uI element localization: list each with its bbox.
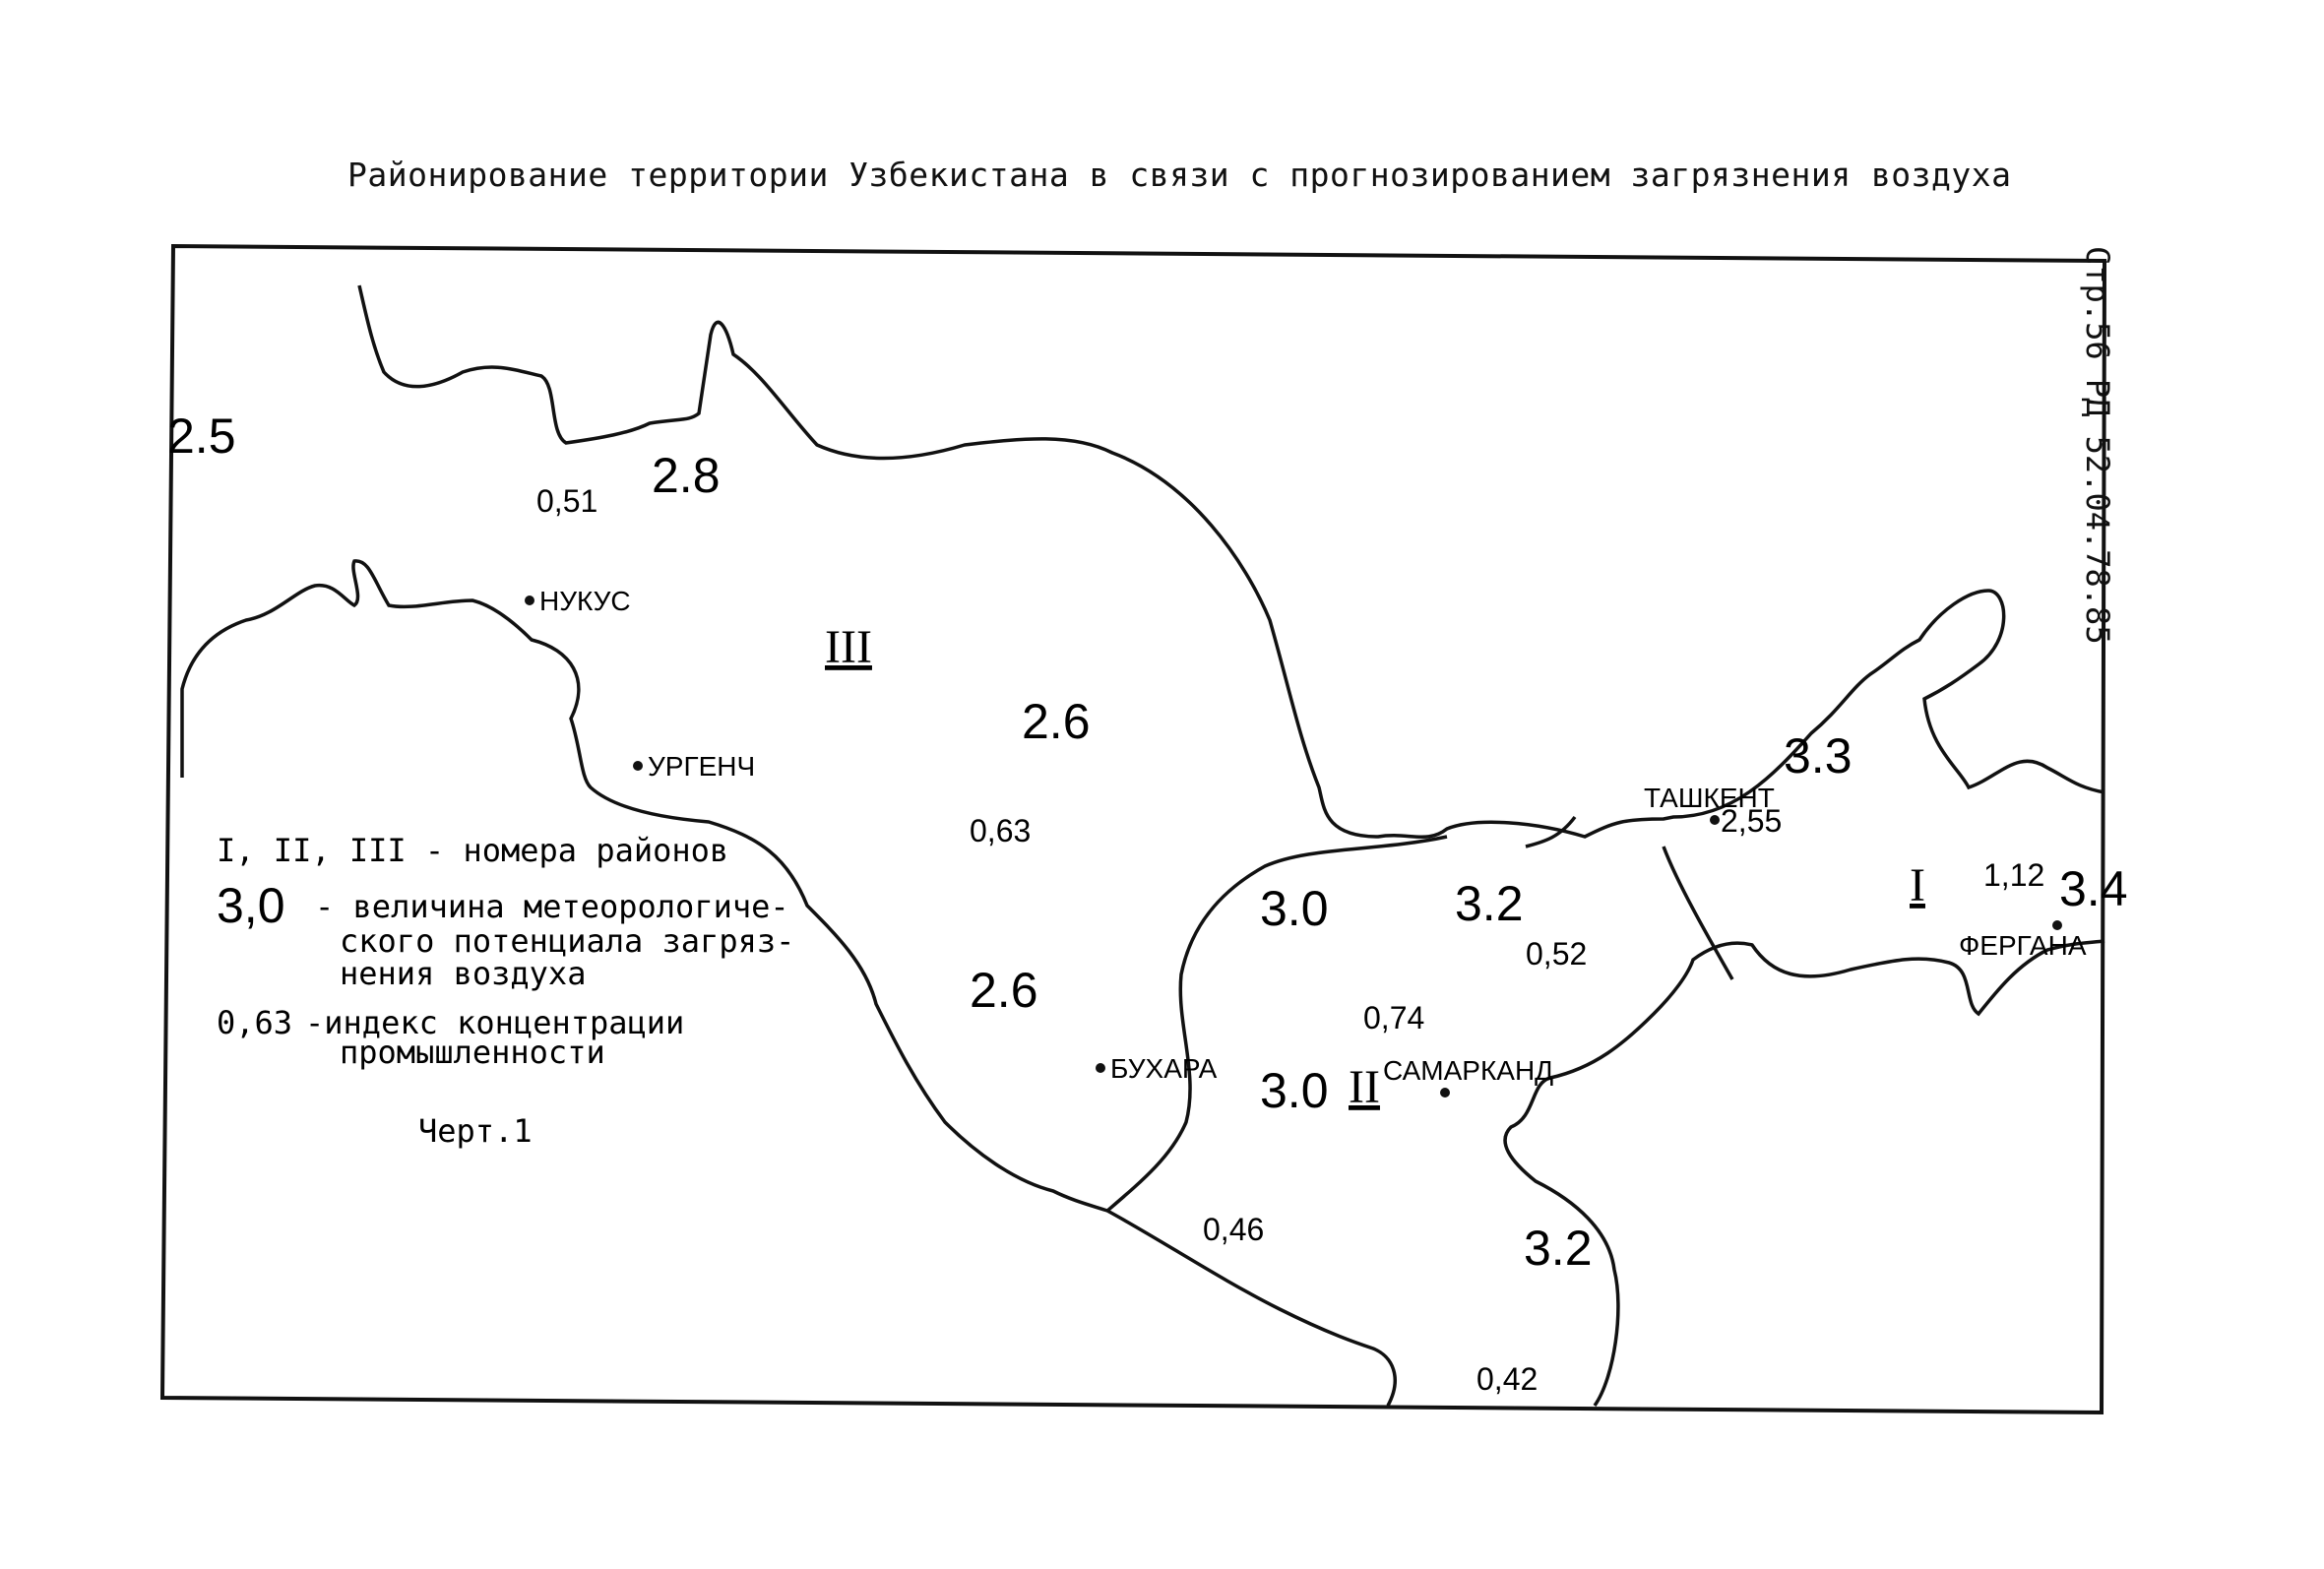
potential-value: 3.0 bbox=[1260, 1063, 1329, 1118]
potential-value: 2.6 bbox=[970, 963, 1038, 1018]
potential-value: 2.6 bbox=[1022, 694, 1091, 749]
figure-label: Черт.1 bbox=[418, 1112, 533, 1150]
city-marker-icon bbox=[633, 761, 643, 771]
region-label-i: I bbox=[1910, 859, 1925, 911]
industry-index-value: 0,46 bbox=[1203, 1212, 1265, 1247]
city-marker-icon bbox=[1710, 815, 1720, 825]
potential-value: 3.4 bbox=[2059, 861, 2128, 916]
map-frame bbox=[162, 246, 2104, 1412]
city-marker-icon bbox=[1440, 1088, 1450, 1098]
legend-index-key: 0,63 bbox=[217, 1004, 293, 1041]
potential-value: 3.3 bbox=[1784, 728, 1853, 784]
page-reference: Стр.56 РД 52.04.78.85 bbox=[2079, 246, 2116, 645]
industry-index-value: 0,63 bbox=[970, 813, 1032, 848]
legend-potential-line2: ского потенциала загряз- bbox=[340, 922, 795, 960]
city-label: ФЕРГАНА bbox=[1959, 930, 2087, 961]
city-marker-icon bbox=[1096, 1063, 1105, 1073]
legend-regions: I, II, III - номера районов bbox=[217, 832, 729, 869]
legend-index-line1: -индекс концентрации bbox=[305, 1004, 685, 1041]
region-boundary-i-ii bbox=[1664, 847, 1732, 979]
city-label: НУКУС bbox=[539, 586, 631, 616]
industry-index-value: 0,52 bbox=[1526, 936, 1588, 972]
region-label-iii: III bbox=[825, 621, 872, 673]
city-label: УРГЕНЧ bbox=[648, 751, 756, 782]
potential-value: 2.5 bbox=[167, 408, 236, 464]
region-label-ii: II bbox=[1349, 1061, 1380, 1113]
legend-potential-line3: нения воздуха bbox=[340, 955, 587, 992]
industry-index-value: 0,51 bbox=[536, 483, 598, 519]
potential-value: 3.2 bbox=[1524, 1221, 1593, 1276]
map-title: Районирование территории Узбекистана в связи с прогнозированием загрязнения воздуха bbox=[347, 156, 2012, 194]
city-marker-icon bbox=[525, 596, 534, 605]
city-label: САМАРКАНД bbox=[1383, 1055, 1554, 1086]
potential-value: 3.0 bbox=[1260, 881, 1329, 936]
city-label: ТАШКЕНТ bbox=[1644, 783, 1775, 813]
southern-border-line bbox=[1505, 941, 2104, 1406]
city-marker-icon bbox=[2052, 920, 2062, 930]
potential-value: 3.2 bbox=[1455, 876, 1524, 931]
industry-index-value: 0,74 bbox=[1363, 1000, 1425, 1036]
legend-potential-key: 3,0 bbox=[217, 878, 285, 933]
legend-index-line2: промышленности bbox=[340, 1034, 605, 1071]
industry-index-value: 0,42 bbox=[1476, 1361, 1539, 1397]
legend-potential-line1: - величина метеорологиче- bbox=[315, 888, 789, 925]
industry-index-value: 1,12 bbox=[1983, 857, 2045, 893]
industry-index-value: 2,55 bbox=[1721, 803, 1783, 839]
potential-value: 2.8 bbox=[652, 448, 721, 503]
city-label: БУХАРА bbox=[1110, 1053, 1218, 1084]
